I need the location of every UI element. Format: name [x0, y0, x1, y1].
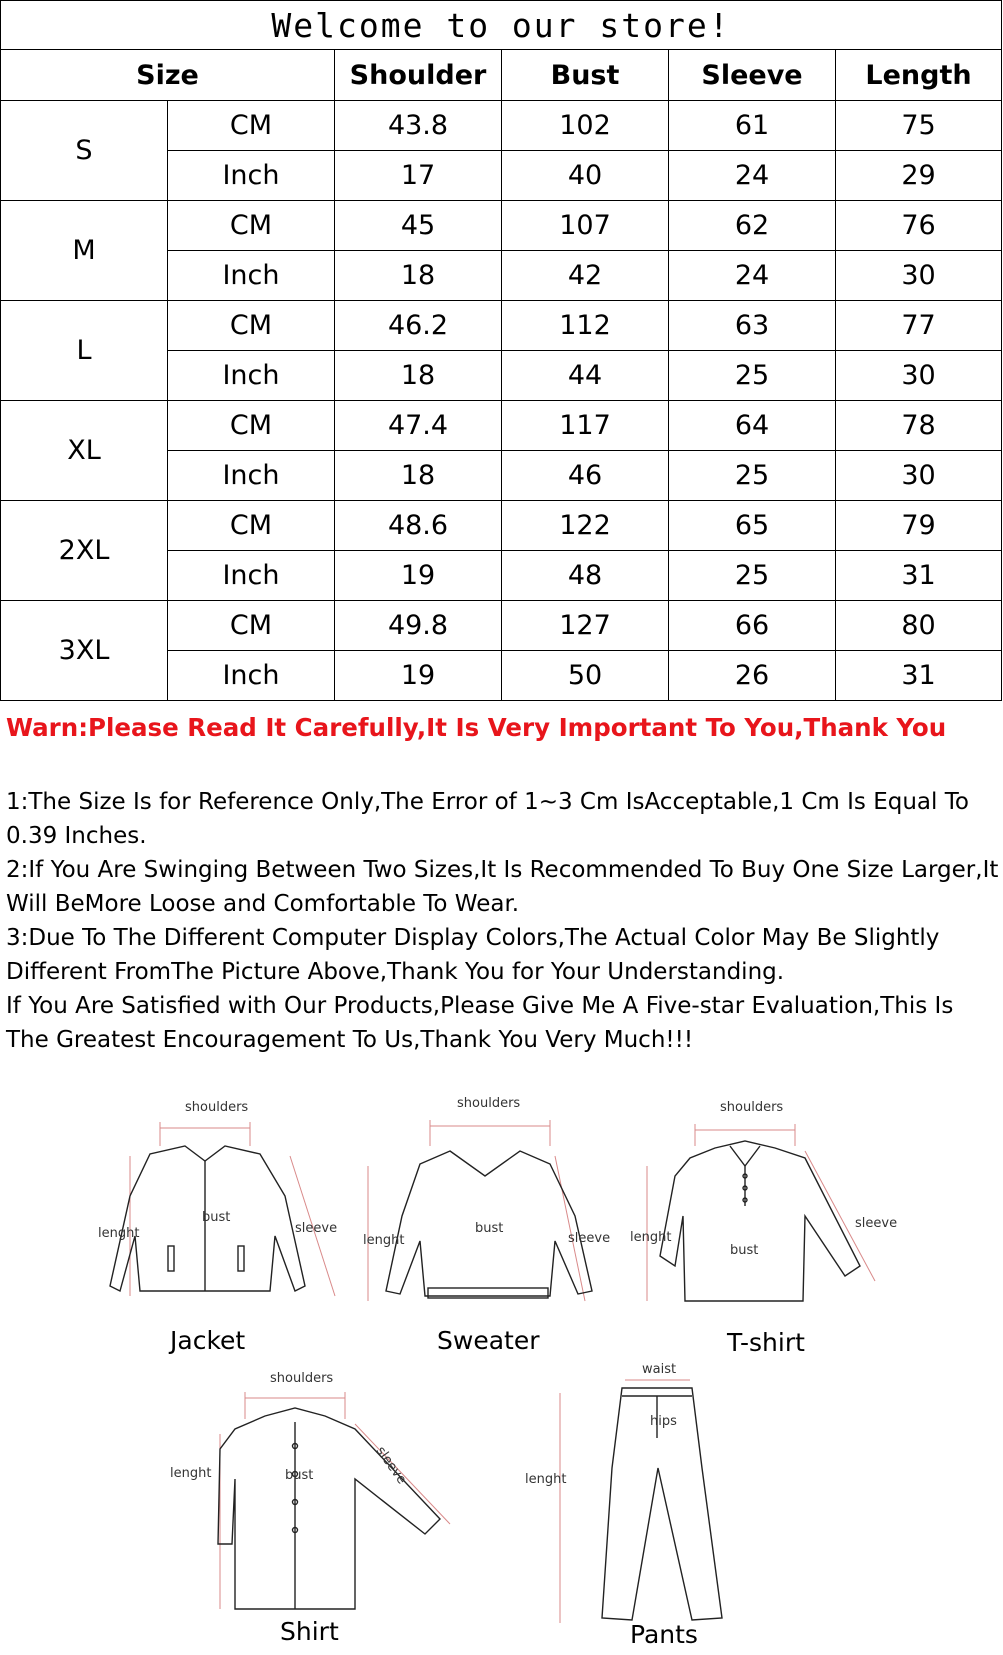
length-label: lenght — [170, 1466, 212, 1481]
sleeve-value: 64 — [669, 401, 836, 451]
sleeve-value: 25 — [669, 551, 836, 601]
sweater-name: Sweater — [437, 1326, 540, 1355]
sleeve-value: 24 — [669, 251, 836, 301]
header-size: Size — [1, 50, 335, 101]
length-value: 31 — [836, 651, 1002, 701]
jacket-diagram — [90, 1100, 350, 1356]
bust-value: 46 — [502, 451, 669, 501]
length-value: 75 — [836, 101, 1002, 151]
shoulder-value: 49.8 — [335, 601, 502, 651]
bust-value: 44 — [502, 351, 669, 401]
pants-diagram — [525, 1362, 740, 1655]
sleeve-value: 26 — [669, 651, 836, 701]
shirt-diagram — [170, 1371, 470, 1654]
unit-label: Inch — [168, 551, 335, 601]
table-row — [1, 501, 1002, 551]
sleeve-value: 65 — [669, 501, 836, 551]
shoulders-label: shoulders — [185, 1100, 249, 1115]
shoulder-value: 43.8 — [335, 101, 502, 151]
hips-label: hips — [650, 1414, 677, 1429]
bust-value: 122 — [502, 501, 669, 551]
bust-value: 40 — [502, 151, 669, 201]
bust-label: bust — [285, 1468, 314, 1483]
shoulder-value: 18 — [335, 351, 502, 401]
shoulder-value: 45 — [335, 201, 502, 251]
size-label: XL — [1, 401, 168, 501]
tshirt-diagram — [630, 1100, 905, 1357]
header-sleeve: Sleeve — [669, 50, 836, 101]
store-title: Welcome to our store! — [1, 1, 1002, 50]
pants-name: Pants — [630, 1620, 698, 1649]
size-label: L — [1, 301, 168, 401]
waist-label: waist — [642, 1362, 677, 1377]
bust-value: 50 — [502, 651, 669, 701]
unit-label: CM — [168, 601, 335, 651]
bust-value: 117 — [502, 401, 669, 451]
length-value: 29 — [836, 151, 1002, 201]
sleeve-value: 61 — [669, 101, 836, 151]
shoulder-value: 46.2 — [335, 301, 502, 351]
note-item: 3:Due To The Different Computer Display Colors,The Actual Color May Be Slightly Different FromThe Picture Above,Thank You for Your Understanding. — [6, 925, 940, 985]
note-item: 1:The Size Is for Reference Only,The Error of 1~3 Cm IsAcceptable,1 Cm Is Equal To 0.39 Inches. — [6, 789, 969, 849]
notes-block — [6, 785, 1001, 1057]
shoulder-value: 47.4 — [335, 401, 502, 451]
table-row — [1, 301, 1002, 351]
unit-label: CM — [168, 101, 335, 151]
note-item: 2:If You Are Swinging Between Two Sizes,It Is Recommended To Buy One Size Larger,It Will BeMore Loose and Comfortable To Wear. — [6, 857, 999, 917]
sleeve-value: 66 — [669, 601, 836, 651]
shoulders-label: shoulders — [270, 1371, 334, 1386]
length-label: lenght — [525, 1472, 567, 1487]
bust-value: 48 — [502, 551, 669, 601]
sleeve-value: 24 — [669, 151, 836, 201]
table-row — [1, 401, 1002, 451]
bust-value: 42 — [502, 251, 669, 301]
pants-illustration — [540, 1368, 740, 1655]
sleeve-label: sleeve — [295, 1221, 338, 1236]
shoulder-value: 18 — [335, 451, 502, 501]
warning-heading: Warn:Please Read It Carefully,It Is Very Important To You,Thank You — [6, 713, 947, 742]
shoulder-value: 48.6 — [335, 501, 502, 551]
unit-label: Inch — [168, 351, 335, 401]
length-value: 30 — [836, 251, 1002, 301]
size-label: M — [1, 201, 168, 301]
sleeve-value: 25 — [669, 451, 836, 501]
shoulder-value: 19 — [335, 551, 502, 601]
unit-label: Inch — [168, 651, 335, 701]
bust-value: 102 — [502, 101, 669, 151]
shoulder-value: 18 — [335, 251, 502, 301]
header-shoulder: Shoulder — [335, 50, 502, 101]
sleeve-value: 25 — [669, 351, 836, 401]
table-row — [1, 101, 1002, 151]
length-value: 76 — [836, 201, 1002, 251]
sleeve-value: 63 — [669, 301, 836, 351]
shoulder-value: 17 — [335, 151, 502, 201]
sleeve-label: sleeve — [372, 1444, 410, 1488]
unit-label: CM — [168, 401, 335, 451]
measurement-diagrams — [0, 1096, 1003, 1655]
sleeve-label: sleeve — [568, 1231, 611, 1246]
length-value: 80 — [836, 601, 1002, 651]
bust-label: bust — [730, 1243, 759, 1258]
header-bust: Bust — [502, 50, 669, 101]
jacket-name: Jacket — [170, 1326, 246, 1355]
unit-label: Inch — [168, 151, 335, 201]
shoulders-label: shoulders — [457, 1096, 521, 1111]
length-value: 78 — [836, 401, 1002, 451]
unit-label: CM — [168, 501, 335, 551]
unit-label: Inch — [168, 251, 335, 301]
bust-value: 107 — [502, 201, 669, 251]
unit-label: CM — [168, 201, 335, 251]
length-value: 31 — [836, 551, 1002, 601]
bust-value: 112 — [502, 301, 669, 351]
length-value: 30 — [836, 351, 1002, 401]
sleeve-label: sleeve — [855, 1216, 898, 1231]
shirt-name: Shirt — [280, 1617, 339, 1646]
bust-label: bust — [202, 1210, 231, 1225]
header-length: Length — [836, 50, 1002, 101]
shoulder-value: 19 — [335, 651, 502, 701]
table-row — [1, 601, 1002, 651]
length-label: lenght — [630, 1230, 672, 1245]
note-item: If You Are Satisfied with Our Products,Please Give Me A Five-star Evaluation,This Is The Greatest Encouragement To Us,Thank You Very Much!!! — [6, 993, 954, 1053]
size-chart-table — [0, 0, 1002, 701]
tshirt-illustration — [635, 1106, 905, 1356]
sleeve-value: 62 — [669, 201, 836, 251]
bust-value: 127 — [502, 601, 669, 651]
bust-label: bust — [475, 1221, 504, 1236]
length-value: 77 — [836, 301, 1002, 351]
shirt-illustration — [170, 1374, 470, 1654]
size-label: S — [1, 101, 168, 201]
unit-label: CM — [168, 301, 335, 351]
shoulders-label: shoulders — [720, 1100, 784, 1115]
sweater-diagram — [360, 1096, 620, 1356]
size-label: 3XL — [1, 601, 168, 701]
length-value: 30 — [836, 451, 1002, 501]
length-label: lenght — [363, 1233, 405, 1248]
length-value: 79 — [836, 501, 1002, 551]
table-row — [1, 201, 1002, 251]
size-label: 2XL — [1, 501, 168, 601]
tshirt-name: T-shirt — [727, 1328, 805, 1357]
length-label: lenght — [98, 1226, 140, 1241]
unit-label: Inch — [168, 451, 335, 501]
